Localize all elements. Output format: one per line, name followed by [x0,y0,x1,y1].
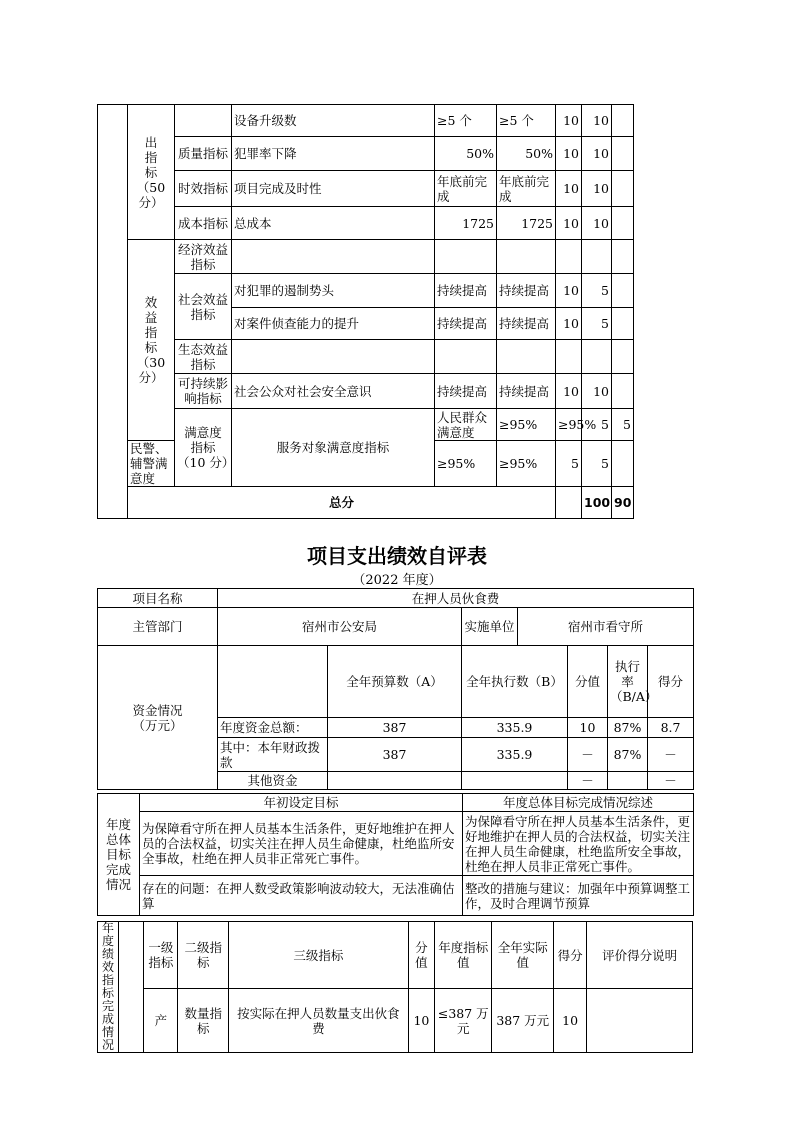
actual-value: 387 万元 [492,989,554,1053]
empty-cell [582,340,612,374]
total-weight: 100 [582,487,612,519]
row-actual: ≥5 个 [497,105,556,137]
row-name: 项目完成及时性 [232,171,435,207]
impl-label: 实施单位 [462,608,518,646]
empty-cell [556,340,582,374]
row-score: 10 [582,207,612,240]
row-target: ≥95% [435,441,497,487]
funds-row-exec: 335.9 [462,718,568,738]
row-actual: 持续提高 [497,274,556,308]
empty-cell [612,340,634,374]
left-margin-cell [98,105,128,519]
row-weight: 5 [556,441,582,487]
row-note [612,441,634,487]
row-target: 持续提高 [435,374,497,409]
row-sub: 成本指标 [175,207,232,240]
row-score: 5 [582,274,612,308]
target-value: ≤387 万元 [435,989,492,1053]
goals-done-text: 为保障看守所在押人员基本生活条件，更好地维护在押人员的合法权益，切实关注在押人员生命健康，杜绝监所安全事故，杜绝在押人员非正常死亡事件。 [463,812,694,876]
row-note [612,308,634,340]
score-value: 10 [554,989,587,1053]
indicator-side-label-2 [118,922,143,1053]
score-header: 得分 [648,646,694,718]
row-target: 1725 [435,207,497,240]
goals-done-header: 年度总体目标完成情况综述 [463,794,694,812]
row-sub: 质量指标 [175,137,232,171]
row-score: 10 [582,137,612,171]
target-header: 年度指标值 [435,922,492,989]
benefit-indicator-label: 效 益 指 标 （30 分） [128,240,175,441]
funds-row-name: 年度资金总额： [218,718,328,738]
l2-header: 二级指标 [178,922,229,989]
weight-header: 分值 [568,646,608,718]
goals-set-header: 年初设定目标 [140,794,463,812]
row-actual: 持续提高 [497,308,556,340]
social-sub: 社会效益指标 [175,274,232,340]
row-weight: 10 [556,207,582,240]
empty-cell [497,340,556,374]
l3-header: 三级指标 [229,922,409,989]
row-weight: 10 [556,308,582,340]
empty-cell [612,240,634,274]
project-name-label: 项目名称 [98,589,218,608]
row-score: 10 [582,171,612,207]
row-weight: 10 [556,105,582,137]
page-title: 项目支出绩效自评表 [307,544,487,568]
row-note [612,171,634,207]
score-header: 得分 [554,922,587,989]
note-value [587,989,693,1053]
goals-label: 年度总体目标完成情况 [98,794,140,916]
total-score: 90 [612,487,634,519]
empty-cell [218,646,328,718]
page-subtitle: （2022 年度） [352,573,442,588]
row-score: 10 [582,374,612,409]
satisfaction-label: 满意度 指标 （10 分） [175,409,232,487]
econ-sub: 经济效益指标 [175,240,232,274]
row-name: 民警、辅警满意度 [128,441,175,487]
row-note [612,105,634,137]
l1-value: 产 [144,989,178,1053]
dept-value: 宿州市公安局 [218,608,462,646]
empty-cell [435,340,497,374]
empty-cell [556,487,582,519]
exec-header: 全年执行数（B） [462,646,568,718]
row-sub: 时效指标 [175,171,232,207]
funds-row-exec: 335.9 [462,738,568,772]
l3-value: 按实际在押人员数量支出伙食费 [229,989,409,1053]
funds-row-name: 其他资金 [218,772,328,790]
row-name: 社会公众对社会安全意识 [232,374,435,409]
funds-row-weight: － [568,738,608,772]
funds-row-budget [328,772,462,790]
indicator-table-top [97,104,634,519]
measure-text: 整改的措施与建议：加强年中预算调整工作，及时合理调节预算 [463,876,694,916]
row-actual: 50% [497,137,556,171]
row-weight: 10 [556,137,582,171]
funds-row-budget: 387 [328,718,462,738]
empty-cell [556,240,582,274]
row-target: 年底前完成 [435,171,497,207]
output-indicator-label: 出 指 标 （50 分） [128,105,175,240]
goals-set-text: 为保障看守所在押人员基本生活条件，更好地维护在押人员的合法权益，切实关注在押人员生命健康，杜绝监所安全事故，杜绝在押人员非正常死亡事件。 [140,812,463,876]
self-evaluation-table [97,588,694,790]
goals-table [97,793,694,916]
funds-row-score: 8.7 [648,718,694,738]
row-score: 5 [582,308,612,340]
row-sub [175,105,232,137]
total-label: 总分 [128,487,556,519]
funds-row-rate: 87% [608,718,648,738]
row-actual: ≥95% [556,409,582,441]
l2-value: 数量指标 [178,989,229,1053]
sustain-sub: 可持续影响指标 [175,374,232,409]
funds-row-weight: － [568,772,608,790]
funds-row-budget: 387 [328,738,462,772]
row-weight: 5 [582,409,612,441]
rate-header: 执行率（B/A） [608,646,648,718]
row-note [612,137,634,171]
indicator-table [97,921,693,1053]
row-score: 5 [612,409,634,441]
dept-label: 主管部门 [98,608,218,646]
weight-value: 10 [408,989,434,1053]
row-actual: 年底前完成 [497,171,556,207]
empty-cell [582,240,612,274]
row-name: 总成本 [232,207,435,240]
funds-row-rate: 87% [608,738,648,772]
indicator-side-text: 年度绩效指标完成情况 [101,921,114,1052]
empty-cell [497,240,556,274]
satisfaction-sub: 服务对象满意度指标 [232,409,435,487]
l1-header: 一级指标 [144,922,178,989]
empty-cell [232,240,435,274]
empty-cell [232,340,435,374]
funds-row-score: － [648,738,694,772]
row-note [612,274,634,308]
funds-row-exec [462,772,568,790]
problem-text: 存在的问题：在押人数受政策影响波动较大，无法准确估算 [140,876,463,916]
row-name: 犯罪率下降 [232,137,435,171]
empty-cell [435,240,497,274]
funds-row-score: － [648,772,694,790]
budget-header: 全年预算数（A） [328,646,462,718]
row-name: 对案件侦查能力的提升 [232,308,435,340]
row-actual: ≥95% [497,441,556,487]
funds-row-weight: 10 [568,718,608,738]
actual-header: 全年实际值 [492,922,554,989]
row-name: 人民群众满意度 [435,409,497,441]
weight-header: 分值 [408,922,434,989]
row-weight: 10 [556,171,582,207]
row-target: 50% [435,137,497,171]
row-note [612,374,634,409]
funds-row-rate [608,772,648,790]
row-score: 5 [582,441,612,487]
row-actual: 1725 [497,207,556,240]
row-target: ≥95% [497,409,556,441]
row-actual: 持续提高 [497,374,556,409]
funds-row-name: 其中：本年财政拨款 [218,738,328,772]
indicator-side-label [98,922,119,1053]
row-weight: 10 [556,274,582,308]
row-note [612,207,634,240]
row-score: 10 [582,105,612,137]
funds-label: 资金情况 （万元） [98,646,218,790]
impl-value: 宿州市看守所 [518,608,694,646]
row-weight: 10 [556,374,582,409]
eco-sub: 生态效益指标 [175,340,232,374]
row-target: 持续提高 [435,308,497,340]
row-name: 对犯罪的遏制势头 [232,274,435,308]
row-name: 设备升级数 [232,105,435,137]
row-target: 持续提高 [435,274,497,308]
project-name-value: 在押人员伙食费 [218,589,694,608]
note-header: 评价得分说明 [587,922,693,989]
row-target: ≥5 个 [435,105,497,137]
